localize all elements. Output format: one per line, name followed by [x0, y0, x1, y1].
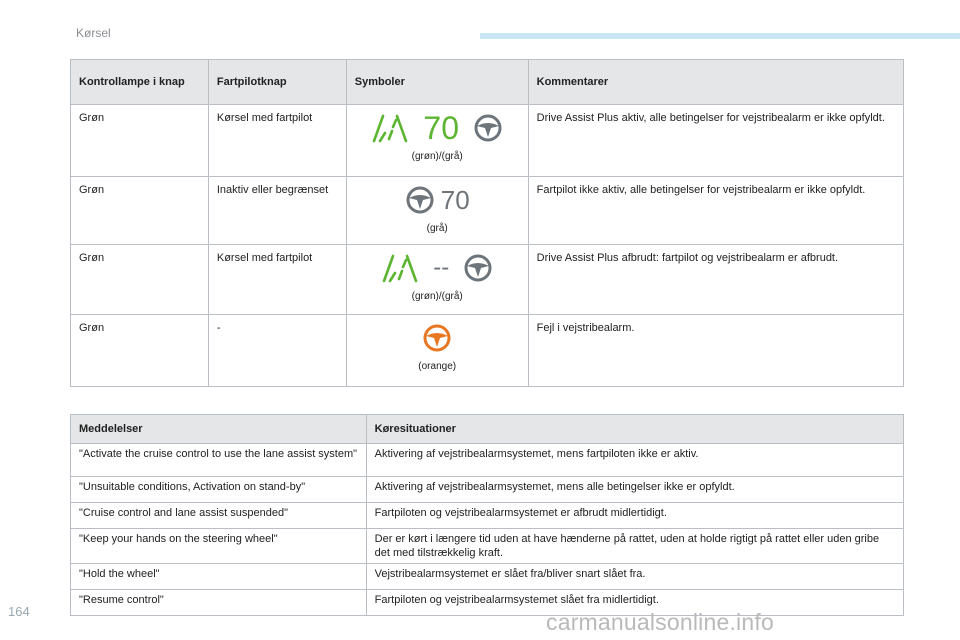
column-header: Kontrollampe i knap [71, 60, 209, 105]
table-row [71, 245, 904, 315]
column-header: Meddelelser [71, 415, 367, 444]
message-cell: "Unsuitable conditions, Activation on stand-by" [71, 477, 367, 503]
situation-cell: Der er kørt i længere tid uden at have hænderne på rattet, uden at holde rigtigt på rattet eller uden gribe det med tilstrækkelig kraft. [366, 529, 903, 564]
speed-value: 70 [440, 185, 470, 215]
table-row [71, 529, 904, 564]
symbol-caption: (grøn)/(grå) [411, 151, 463, 162]
situation-cell: Aktivering af vejstribealarmsystemet, mens fartpiloten ikke er aktiv. [366, 444, 903, 477]
message-cell: "Activate the cruise control to use the lane assist system" [71, 444, 367, 477]
symbol-caption: (orange) [418, 361, 457, 372]
situation-cell: Vejstribealarmsystemet er slået fra/bliver snart slået fra. [366, 563, 903, 589]
comment-cell: Fartpilot ikke aktiv, alle betingelser for vejstribealarm er ikke opfyldt. [528, 177, 903, 245]
symbol-caption: (grøn)/(grå) [411, 291, 463, 302]
indicator-table [70, 59, 904, 387]
watermark: carmanualsonline.info [546, 609, 774, 635]
table-row [71, 177, 904, 245]
steering-wheel-grey-icon [463, 253, 493, 283]
button-cell: Kørsel med fartpilot [208, 105, 346, 177]
column-header: Fartpilotknap [208, 60, 346, 105]
symbols-cell [346, 177, 528, 245]
column-header: Kommentarer [528, 60, 903, 105]
section-title: Kørsel [76, 26, 111, 40]
situation-cell: Fartpiloten og vejstribealarmsystemet slået fra midlertidigt. [366, 589, 903, 615]
lamp-cell: Grøn [71, 177, 209, 245]
table-header-row [71, 60, 904, 105]
table-row [71, 105, 904, 177]
steering-wheel-orange-icon [422, 323, 452, 353]
message-cell: "Hold the wheel" [71, 563, 367, 589]
table-row [71, 563, 904, 589]
speed-value: -- [433, 254, 450, 281]
table-row [71, 503, 904, 529]
button-cell: - [208, 315, 346, 387]
steering-wheel-grey-icon [473, 113, 503, 143]
symbols-cell [346, 315, 528, 387]
lamp-cell: Grøn [71, 245, 209, 315]
comment-cell: Drive Assist Plus afbrudt: fartpilot og vejstribealarm er afbrudt. [528, 245, 903, 315]
comment-cell: Drive Assist Plus aktiv, alle betingelser for vejstribealarm er ikke opfyldt. [528, 105, 903, 177]
button-cell: Inaktiv eller begrænset [208, 177, 346, 245]
column-header: Køresituationer [366, 415, 903, 444]
situation-cell: Aktivering af vejstribealarmsystemet, mens alle betingelser ikke er opfyldt. [366, 477, 903, 503]
lamp-cell: Grøn [71, 315, 209, 387]
comment-cell: Fejl i vejstribealarm. [528, 315, 903, 387]
message-cell: "Cruise control and lane assist suspended" [71, 503, 367, 529]
symbol-caption: (grå) [426, 223, 448, 234]
situation-cell: Fartpiloten og vejstribealarmsystemet er afbrudt midlertidigt. [366, 503, 903, 529]
column-header: Symboler [346, 60, 528, 105]
table-row [71, 444, 904, 477]
steering-wheel-grey-icon [405, 185, 435, 215]
button-cell: Kørsel med fartpilot [208, 245, 346, 315]
lamp-cell: Grøn [71, 105, 209, 177]
page-number: 164 [8, 604, 30, 619]
symbols-cell [346, 105, 528, 177]
message-cell: "Resume control" [71, 589, 367, 615]
lane-assist-green-icon [381, 253, 419, 283]
header-accent-bar [480, 33, 960, 39]
speed-value: 70 [423, 110, 459, 146]
symbols-cell [346, 245, 528, 315]
table-header-row [71, 415, 904, 444]
lane-assist-green-icon [371, 113, 409, 143]
message-cell: "Keep your hands on the steering wheel" [71, 529, 367, 564]
table-row [71, 477, 904, 503]
messages-table [70, 414, 904, 616]
table-row [71, 589, 904, 615]
table-row [71, 315, 904, 387]
